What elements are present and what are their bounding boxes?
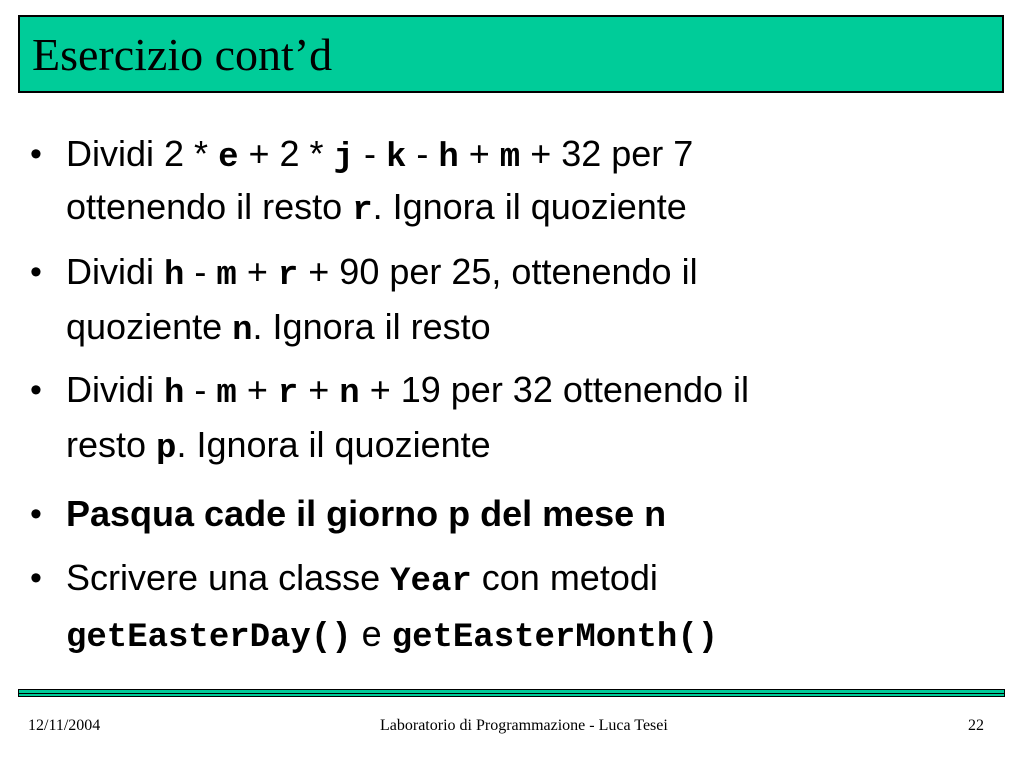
footer-date: 12/11/2004 [28, 717, 101, 734]
var-k: k [385, 139, 407, 177]
var-r: r [352, 192, 373, 230]
bullet-4-line-1: Pasqua cade il giorno p del mese n [66, 493, 667, 534]
var-r: r [277, 257, 299, 295]
bullet-icon: • [30, 495, 42, 533]
var-h: h [164, 375, 185, 413]
bullet-5-line-2: getEasterDay() e getEasterMonth() [66, 613, 719, 657]
bullet-2-line-1: Dividi h - m + r + 90 per 25, ottenendo il [66, 251, 698, 295]
var-p: p [156, 430, 177, 468]
bullet-3-line-2: resto p. Ignora il quoziente [66, 424, 491, 468]
var-m: m [216, 375, 237, 413]
var-r: r [277, 375, 299, 413]
bullet-1-line-2: ottenendo il resto r. Ignora il quoziente [66, 186, 687, 230]
var-j: j [333, 139, 354, 177]
var-h: h [438, 139, 459, 177]
bullet-icon: • [30, 253, 42, 291]
title-bar [18, 15, 1004, 93]
bullet-icon: • [30, 559, 42, 597]
var-n: n [339, 375, 360, 413]
method-get-easter-month: getEasterMonth() [391, 619, 719, 657]
var-h: h [164, 257, 185, 295]
var-m: m [499, 139, 521, 177]
var-m: m [216, 257, 237, 295]
footer-divider [18, 689, 1005, 697]
bullet-3-line-1: Dividi h - m + r + n + 19 per 32 ottenendo il [66, 369, 750, 413]
var-n: n [232, 312, 253, 350]
bullet-2-line-2: quoziente n. Ignora il resto [66, 306, 491, 350]
bullet-icon: • [30, 371, 42, 409]
page-number: 22 [968, 717, 984, 734]
bullet-1-line-1: Dividi 2 * e + 2 * j - k - h + m + 32 per 7 [66, 133, 694, 177]
bullet-5-line-1: Scrivere una classe Year con metodi [66, 557, 658, 601]
class-year: Year [390, 563, 472, 601]
bullet-icon: • [30, 135, 42, 173]
footer-course: Laboratorio di Programmazione - Luca Tesei [380, 717, 668, 734]
var-e: e [218, 139, 239, 177]
method-get-easter-day: getEasterDay() [66, 619, 352, 657]
slide-title: Esercizio cont’d [32, 29, 333, 80]
